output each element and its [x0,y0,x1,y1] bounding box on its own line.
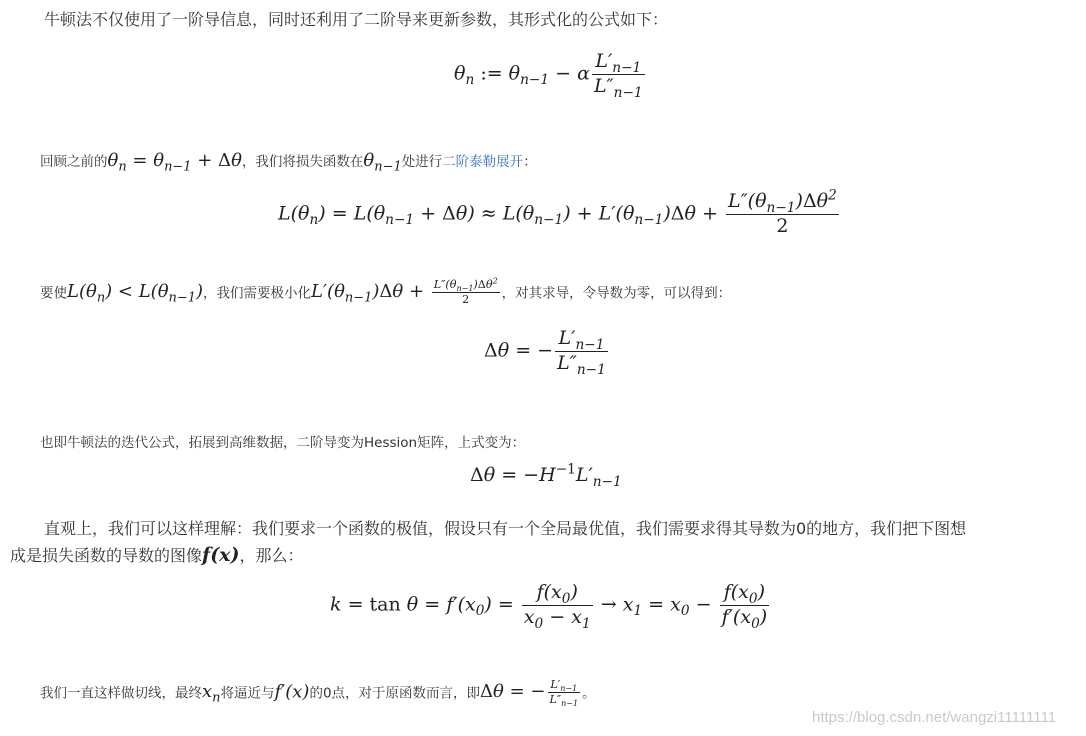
paragraph-minimize [40,278,731,307]
paragraph-text-post: ： [523,154,537,170]
paragraph-text-pre: 我们一直这样做切线，最终 [40,685,202,702]
paragraph-conclusion [40,678,596,707]
paragraph-text-pre: 回顾之前的 [40,154,108,170]
paragraph-hessian [40,431,525,451]
equation-delta-theta: Δθ = − $\frac{L'_{n-1}}{L''_{n-1}}$ [484,327,606,378]
inline-math-theta-n-1: $\theta_{n-1}$ [363,150,402,175]
inline-math-delta-theta-result: Δθ = − $\frac{L'_{n-1}}{L''_{n-1}}$ [480,678,579,708]
paragraph-text: 也即牛顿法的迭代公式，拓展到高维数据，二阶导变为Hession矩阵，上式变为： [40,435,526,451]
paragraph-text: 直观上，我们可以这样理解：我们要求一个函数的极值，假设只有一个全局最优值，我们需要求得其导数为0的地方，我们把下图想 [44,519,967,538]
inline-math-quadratic-term: $L'(\theta_{n-1})\Delta\theta$ + $\frac{L''(\theta_{n-1})\Delta\theta^2}{2}$ [311,276,498,306]
inline-math-fx: f(x) [202,544,240,566]
inline-math-xn: $x_n$ [202,681,221,706]
paragraph-text-mid: 将逼近与 [220,685,275,702]
inline-math-delta-theta: $\theta_n = \theta_{n-1} + \Delta\theta$ [107,150,242,175]
paragraph-intuition-line1 [44,516,966,539]
equation-update-rule: $\theta_n$ := $\theta_{n-1} - \alpha$ $\frac{L'_{n-1}}{L''_{n-1}}$ [454,50,643,101]
inline-math-loss-inequality: $L(\theta_n) < L(\theta_{n-1})$ [67,281,204,306]
equation-hessian-update: $\Delta\theta = -H^{-1}L'_{n-1}$ [470,461,622,490]
equation-taylor-expansion: $L(\theta_n) = L(\theta_{n-1} + \Delta\theta) \approx L(\theta_{n-1}) + L'(\theta_{n-1})\Delta\theta$ + $\frac{L''(\theta_{n-1})\Delta\theta^2}{2}$ [278,187,837,237]
paragraph-text-mid2: 处进行 [401,154,443,170]
paragraph-text-mid2: 的0点，对于原函数而言，即 [309,685,481,702]
paragraph-text-mid: ，我们将损失函数在 [241,154,364,170]
link-second-order-taylor[interactable]: 二阶泰勒展开 [442,154,524,170]
paragraph-text: 牛顿法不仅使用了一阶导信息，同时还利用了二阶导来更新参数，其形式化的公式如下： [44,10,669,29]
paragraph-text-pre: 要使 [40,285,67,302]
paragraph-taylor-intro [40,150,537,175]
paragraph-text-post: 。 [582,685,596,702]
paragraph-text-post: ，对其求导，令导数为零，可以得到： [501,285,732,302]
paragraph-text-pre: 成是损失函数的导数的图像 [10,546,203,565]
equation-tangent: $k = \tan \theta = f'(x_0)$ = $\frac{f(x_0)}{x_0 - x_1}$ → $x_1 = x_0$ − $\frac{f(x_0)}{f'(x_0)}$ [330,581,768,632]
paragraph-newton-intro [44,7,668,30]
paragraph-text-mid: ，我们需要极小化 [203,285,312,302]
paragraph-intuition-line2 [10,543,304,566]
watermark-url: https://blog.csdn.net/wangzi11111111 [812,709,1057,726]
paragraph-text-post: ，那么： [239,546,304,565]
inline-math-fprime-x: f′(x) [274,681,310,703]
